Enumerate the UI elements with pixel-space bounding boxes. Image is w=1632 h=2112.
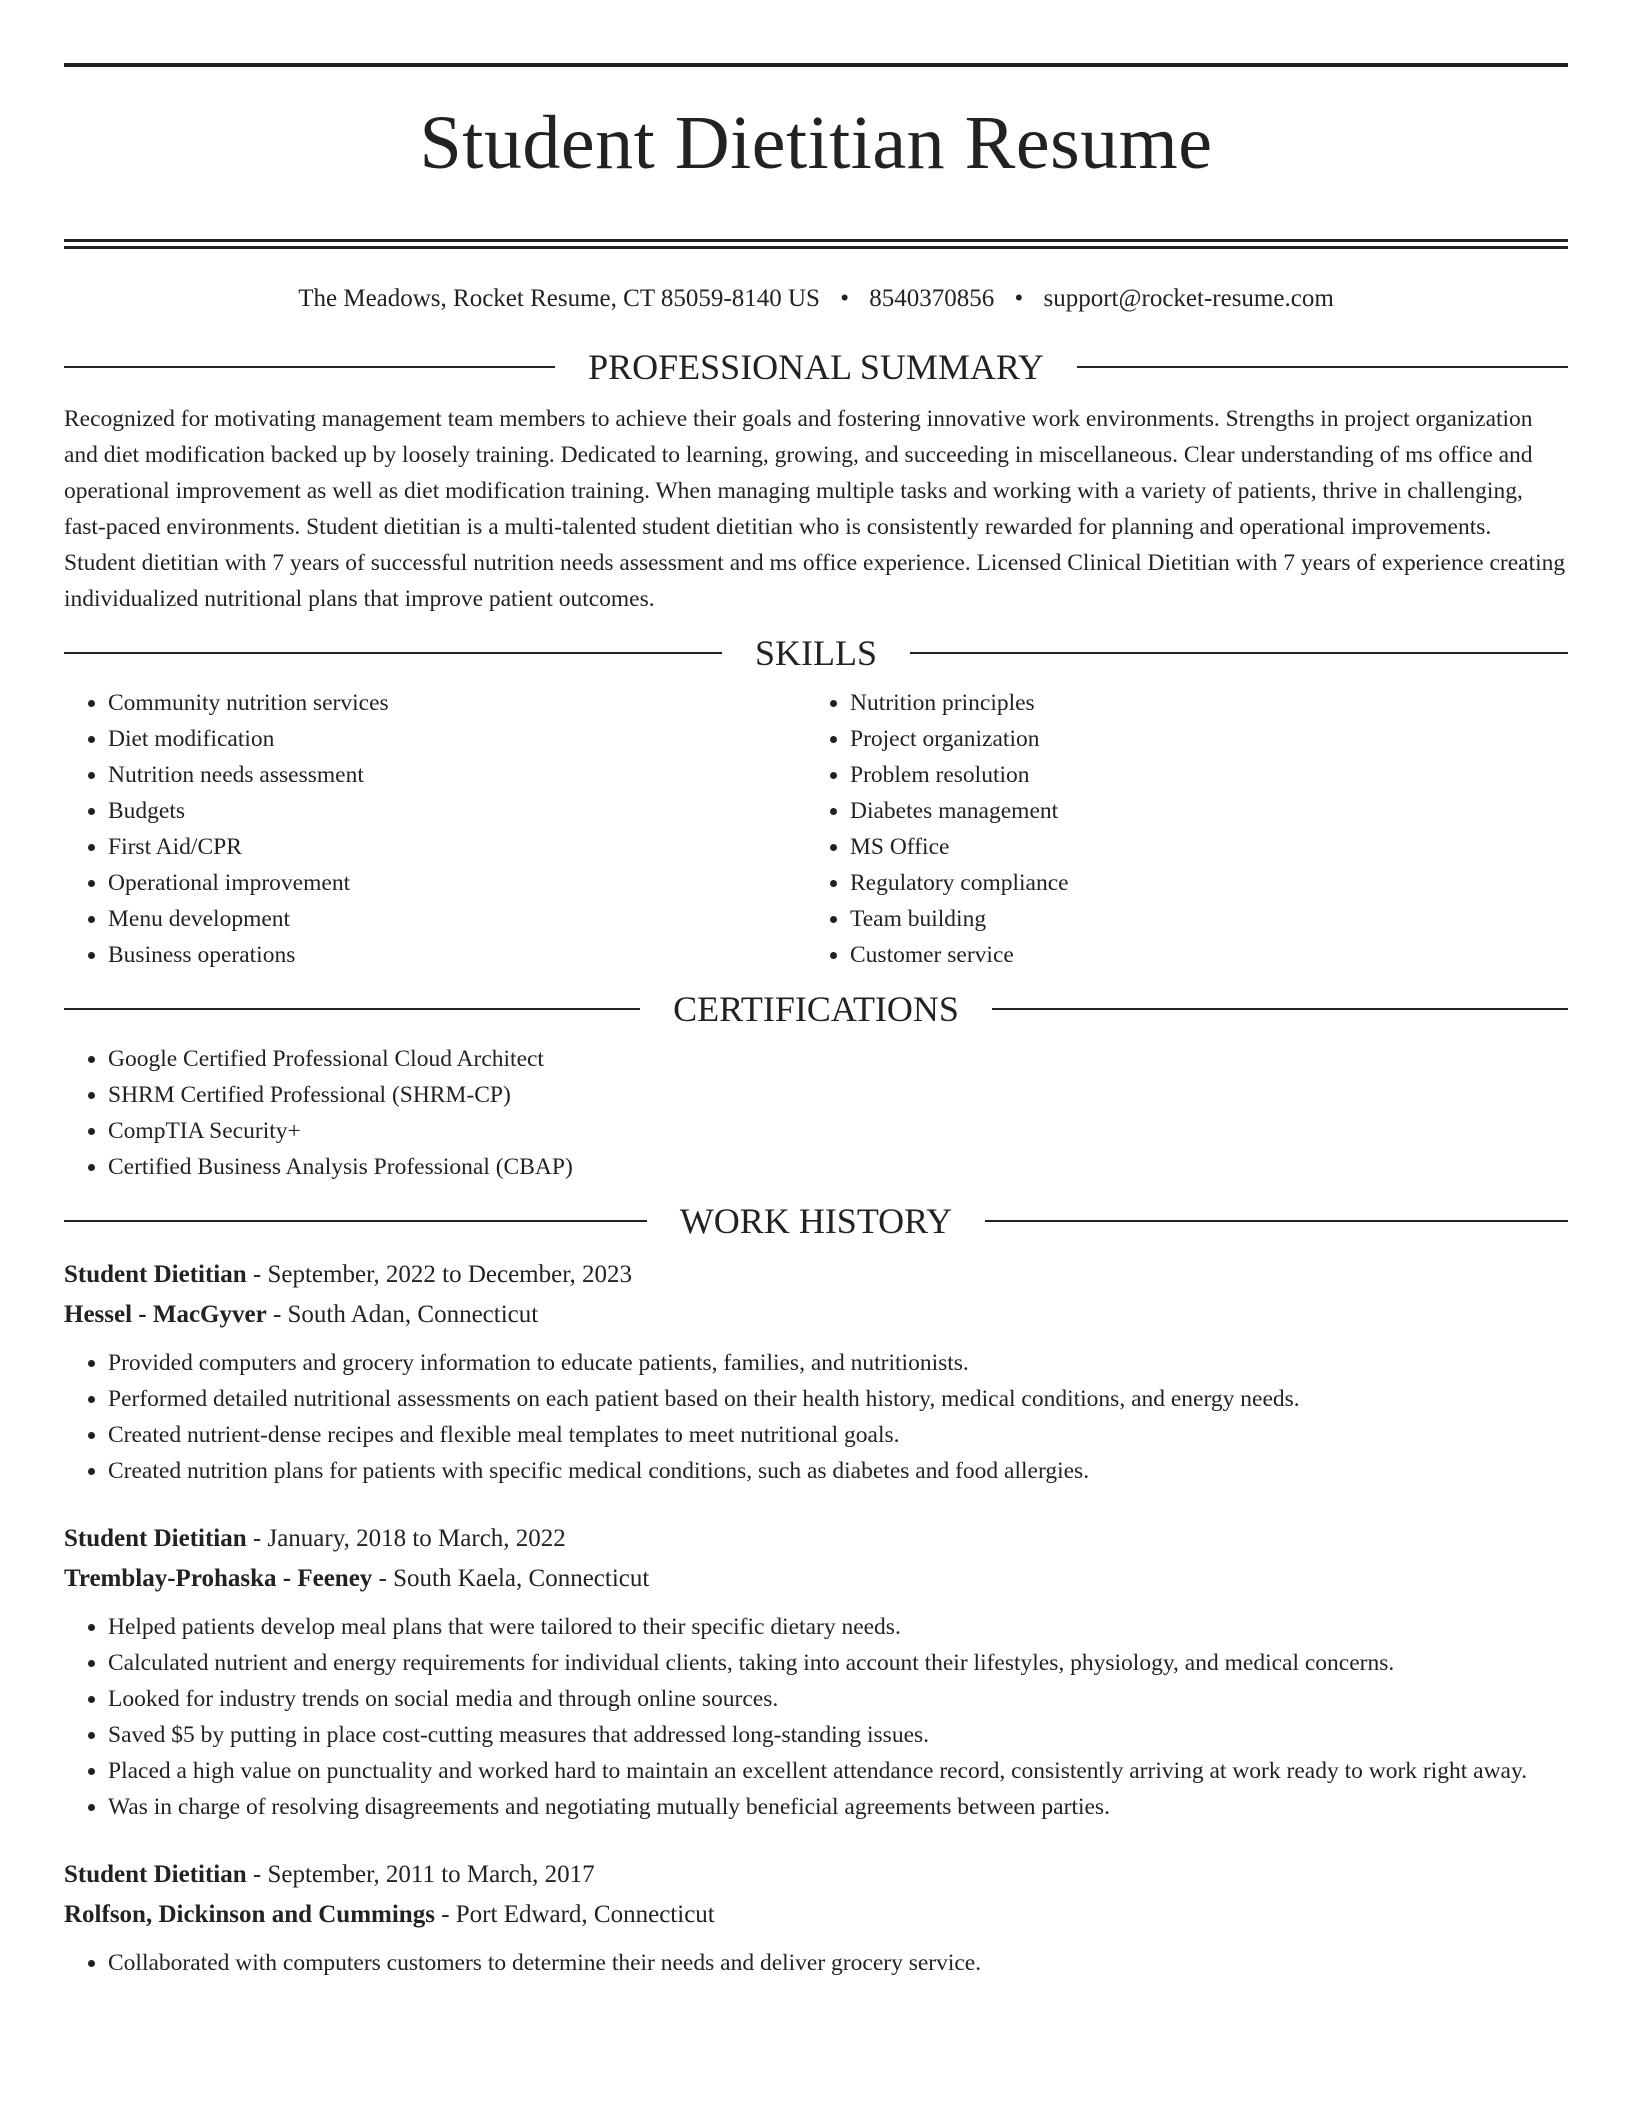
heading-rule-right	[910, 652, 1568, 654]
job-entry	[64, 1255, 1568, 1489]
title-double-rule	[64, 239, 1568, 249]
job-company-line: Rolfson, Dickinson and Cummings - Port Edward, Connecticut	[64, 1900, 715, 1928]
job-location: South Kaela, Connecticut	[393, 1564, 650, 1592]
heading-rule-right	[992, 1008, 1568, 1010]
skill-item: • Business operations	[108, 937, 806, 973]
job-bullets	[64, 1945, 1568, 1981]
certification-item: • SHRM Certified Professional (SHRM-CP)	[108, 1077, 1568, 1113]
skill-item: • MS Office	[850, 829, 1548, 865]
certifications-heading-label: CERTIFICATIONS	[673, 988, 959, 1029]
job-bullet: • Provided computers and grocery information to educate patients, families, and nutritionists.	[108, 1345, 1568, 1381]
job-title-line: Student Dietitian - January, 2018 to March, 2022	[64, 1524, 566, 1552]
job-bullet: • Was in charge of resolving disagreements and negotiating mutually beneficial agreements between parties.	[108, 1789, 1568, 1825]
certification-item: • CompTIA Security+	[108, 1113, 1568, 1149]
skill-item: • Community nutrition services	[108, 685, 806, 721]
work-history-heading	[64, 1199, 1568, 1243]
contact-email: support@rocket-resume.com	[1043, 284, 1334, 312]
job-entry	[64, 1519, 1568, 1825]
job-bullet: • Created nutrient-dense recipes and flexible meal templates to meet nutritional goals.	[108, 1417, 1568, 1453]
job-title-line: Student Dietitian - September, 2022 to December, 2023	[64, 1260, 633, 1288]
skill-item: • Problem resolution	[850, 757, 1548, 793]
certifications-list	[64, 1041, 1568, 1185]
job-bullet: • Placed a high value on punctuality and worked hard to maintain an excellent attendance record, consistently arriving at work ready to work right away.	[108, 1753, 1568, 1789]
skill-item: • Operational improvement	[108, 865, 806, 901]
job-title: Student Dietitian	[64, 1260, 247, 1288]
summary-text: Recognized for motivating management team members to achieve their goals and fostering innovative work environments. Strengths in project organization and diet modification backed up by loosely training. Dedicated to learning, growing, and succeeding in miscellaneous. Clear understanding of ms office and operational improvement as well as diet modification training. When managing multiple tasks and working with a variety of patients, thrive in challenging, fast-paced environments. Student dietitian is a multi-talented student dietitian who is consistently rewarded for planning and operational improvements. Student dietitian with 7 years of successful nutrition needs assessment and ms office experience. Licensed Clinical Dietitian with 7 years of experience creating individualized nutritional plans that improve patient outcomes.	[64, 405, 1566, 612]
skill-item: • Team building	[850, 901, 1548, 937]
heading-rule-right	[1077, 366, 1568, 368]
job-dates: January, 2018 to March, 2022	[267, 1524, 566, 1552]
contact-phone: 8540370856	[869, 284, 995, 312]
skill-item: • First Aid/CPR	[108, 829, 806, 865]
job-bullets	[64, 1345, 1568, 1489]
job-company-line: Tremblay-Prohaska - Feeney - South Kaela, Connecticut	[64, 1564, 650, 1592]
resume-title: Student Dietitian Resume	[419, 101, 1213, 185]
heading-rule-left	[64, 1220, 647, 1222]
skill-item: • Diabetes management	[850, 793, 1548, 829]
skill-item: • Project organization	[850, 721, 1548, 757]
job-company-line: Hessel - MacGyver - South Adan, Connecticut	[64, 1300, 539, 1328]
skill-item: • Diet modification	[108, 721, 806, 757]
skills-list-right	[806, 685, 1548, 973]
heading-rule-left	[64, 1008, 640, 1010]
skill-item: • Menu development	[108, 901, 806, 937]
job-company: Tremblay-Prohaska - Feeney	[64, 1564, 373, 1592]
job-entry	[64, 1855, 1568, 1981]
skills-column-left	[64, 685, 806, 973]
job-bullet: • Performed detailed nutritional assessments on each patient based on their health history, medical conditions, and energy needs.	[108, 1381, 1568, 1417]
work-history-heading-label: WORK HISTORY	[679, 1200, 953, 1241]
heading-rule-left	[64, 366, 555, 368]
job-bullet: • Helped patients develop meal plans that were tailored to their specific dietary needs.	[108, 1609, 1568, 1645]
job-bullet: • Calculated nutrient and energy requirements for individual clients, taking into account their lifestyles, physiology, and medical concerns.	[108, 1645, 1568, 1681]
resume-page	[64, 0, 1568, 1981]
heading-rule-right	[985, 1220, 1568, 1222]
contact-address: The Meadows, Rocket Resume, CT 85059-8140 US	[298, 284, 820, 312]
skill-item: • Customer service	[850, 937, 1548, 973]
top-rule	[64, 63, 1568, 67]
job-dates: September, 2011 to March, 2017	[267, 1860, 595, 1888]
skills-column-right	[806, 685, 1548, 973]
job-location: South Adan, Connecticut	[287, 1300, 539, 1328]
skills-heading	[64, 631, 1568, 675]
job-bullet: • Saved $5 by putting in place cost-cutting measures that addressed long-standing issues.	[108, 1717, 1568, 1753]
job-company: Hessel - MacGyver	[64, 1300, 267, 1328]
heading-rule-left	[64, 652, 722, 654]
job-bullets	[64, 1609, 1568, 1825]
skills-columns	[64, 685, 1568, 973]
contact-line	[64, 283, 1568, 315]
job-location: Port Edward, Connecticut	[455, 1900, 715, 1928]
skill-item: • Nutrition principles	[850, 685, 1548, 721]
job-title: Student Dietitian	[64, 1860, 247, 1888]
job-bullet: • Looked for industry trends on social media and through online sources.	[108, 1681, 1568, 1717]
job-title: Student Dietitian	[64, 1524, 247, 1552]
skill-item: • Regulatory compliance	[850, 865, 1548, 901]
job-bullet: • Created nutrition plans for patients with specific medical conditions, such as diabetes and food allergies.	[108, 1453, 1568, 1489]
summary-heading	[64, 345, 1568, 389]
skills-heading-label: SKILLS	[755, 632, 878, 673]
job-dates: September, 2022 to December, 2023	[267, 1260, 633, 1288]
contact-separator: •	[1014, 284, 1024, 312]
job-company: Rolfson, Dickinson and Cummings	[64, 1900, 435, 1928]
skill-item: • Budgets	[108, 793, 806, 829]
certification-item: • Google Certified Professional Cloud Architect	[108, 1041, 1568, 1077]
certification-item: • Certified Business Analysis Professional (CBAP)	[108, 1149, 1568, 1185]
contact-separator: •	[840, 284, 849, 312]
summary-heading-label: PROFESSIONAL SUMMARY	[588, 346, 1044, 387]
certifications-heading	[64, 987, 1568, 1031]
job-bullet: • Collaborated with computers customers to determine their needs and deliver grocery service.	[108, 1945, 1568, 1981]
skills-list-left	[64, 685, 806, 973]
skill-item: • Nutrition needs assessment	[108, 757, 806, 793]
job-title-line: Student Dietitian - September, 2011 to March, 2017	[64, 1860, 595, 1888]
